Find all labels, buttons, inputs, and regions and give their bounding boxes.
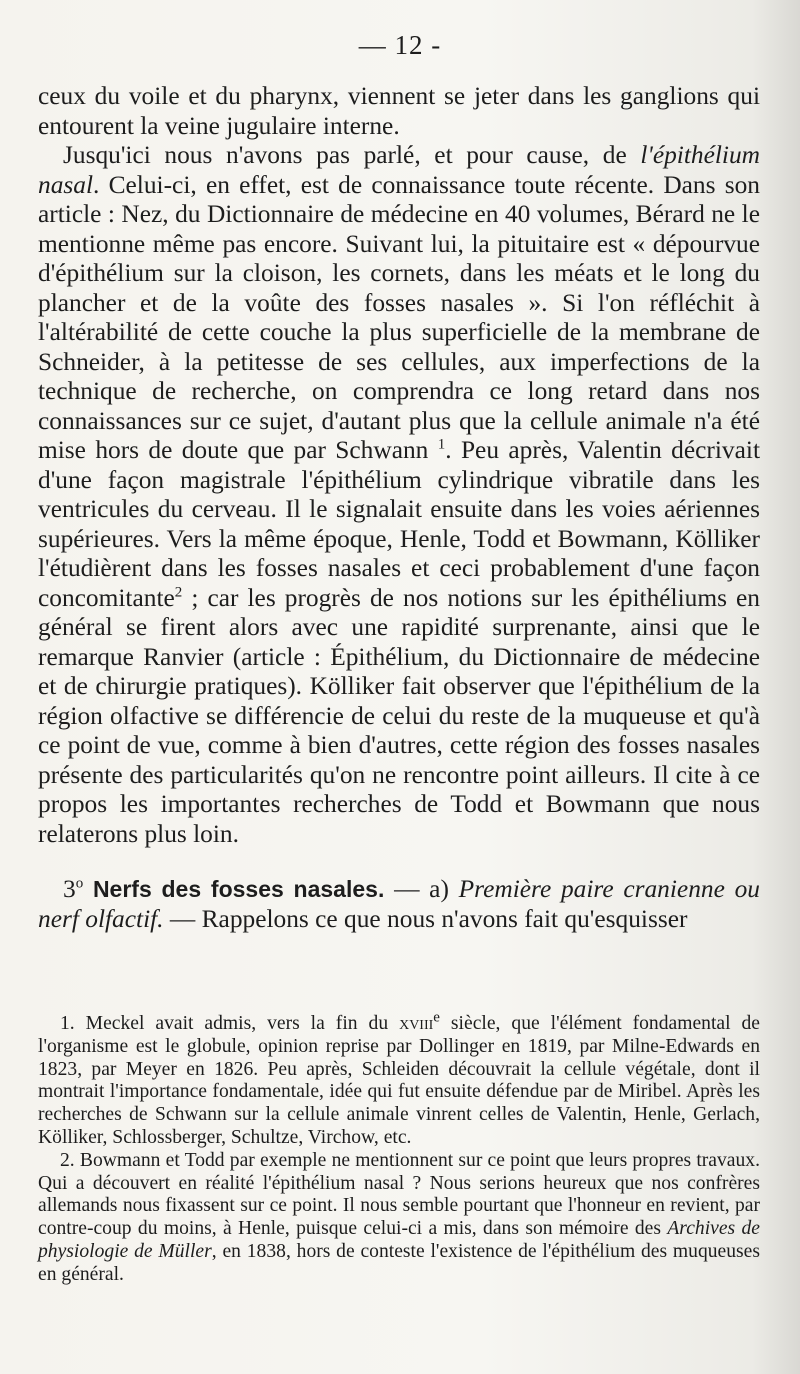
century-numeral: xviii (399, 1013, 434, 1034)
section-number-sup: o (75, 875, 84, 892)
section-subheading: Première paire cranienne ou nerf olfactif. (38, 875, 760, 933)
footnote-1 (38, 1009, 760, 1150)
section-number: 3 (63, 875, 76, 903)
century-sup: e (433, 1009, 440, 1026)
footnote-ref-1: 1 (437, 436, 446, 453)
text-run: 2. Bowmann et Todd par exemple ne mentionnent sur ce point que leurs propres travaux. Qui a découvert en réalité l'épithélium nasal ? Nous serions heureux que nos confrères allemands nous fixassent sur ce point. Il nous semble pourtant que l'honneur en revient, par contre-coup du moins, à Henle, puisque celui-ci a mis, dans son mémoire des (38, 1149, 760, 1240)
footnote-ref-2: 2 (174, 584, 183, 601)
text-run: , en 1838, hors de conteste l'existence de l'épithélium des muqueuses en général. (38, 1240, 760, 1285)
text-run: — a) (384, 875, 459, 903)
main-text (38, 82, 760, 934)
text-run: 1. Meckel avait admis, vers la fin du (60, 1013, 400, 1034)
text-run: . Peu après, Valentin décrivait d'une façon magistrale l'épithélium cylindrique vibratile dans les ventricules du cerveau. Il le signalait ensuite dans les voies aériennes supérieures. Vers la même époque, Henle, Todd et Bowmann, Kölliker l'étudièrent dans les fosses nasales et ceci probablement d'une façon concomitante (38, 436, 760, 612)
section-heading: Nerfs des fosses nasales. (92, 876, 385, 902)
section-heading-paragraph (38, 875, 760, 934)
footnote-2 (38, 1150, 760, 1287)
journal-title: Archives de physiologie de Müller (38, 1218, 761, 1262)
text-run: siècle, que l'élément fondamental de l'organisme est le globule, opinion reprise par Dollinger en 1819, par Milne-Edwards en 1823, par Meyer en 1826. Peu après, Schleiden découvrait la cellule végétale, dont il montrait l'importance fondamentale, idée qui fut ensuite défendue par de Miribel. Après les recherches de Schwann sur la cellule animale vinrent celles de Valentin, Henle, Gerlach, Kölliker, Schlossberger, Schultze, Virchow, etc. (38, 1013, 760, 1148)
paragraph-epithelium (38, 141, 760, 849)
page-number: — 12 - (358, 30, 442, 60)
text-run: ; car les progrès de nos notions sur les épithéliums en général se firent alors avec une rapidité surprenante, ainsi que le remarque Ranvier (article : Épithélium, du Dictionnaire de médecine et de chirurgie pratiques). Kölliker fait observer que l'épithélium de la région olfactive se différencie de celui du reste de la muqueuse et qu'à ce point de vue, comme à bien d'autres, cette région des fosses nasales présente des particularités qu'on ne rencontre point ailleurs. Il cite à ce propos les importantes recherches de Todd et Bowmann que nous relaterons plus loin. (38, 583, 760, 848)
text-run: . Celui-ci, en effet, est de connaissance toute récente. Dans son article : Nez, du Dictionnaire de médecine en 40 volumes, Bérard ne le mentionne même pas encore. Suivant lui, la pituitaire est « dépourvue d'épithélium sur la cloison, les cornets, dans les méats et le long du plancher et de la voûte des fosses nasales ». Si l'on réfléchit à l'altérabilité de cette couche la plus superficielle de la membrane de Schneider, à la petitesse de ses cellules, aux imperfections de la technique de recherche, on comprendra ce long retard dans nos connaissances sur ce sujet, d'autant plus que la cellule animale n'a été mise hors de doute que par Schwann (38, 170, 760, 464)
italic-term: l'épithélium nasal (38, 141, 760, 199)
footnotes (38, 1009, 761, 1287)
text-run: Jusqu'ici nous n'avons pas parlé, et pour cause, de (63, 141, 641, 169)
text-run: — Rappelons ce que nous n'avons fait qu'esquisser (163, 904, 688, 933)
paragraph-continuation: ceux du voile et du pharynx, viennent se jeter dans les ganglions qui entourent la veine jugulaire interne. (38, 82, 760, 140)
